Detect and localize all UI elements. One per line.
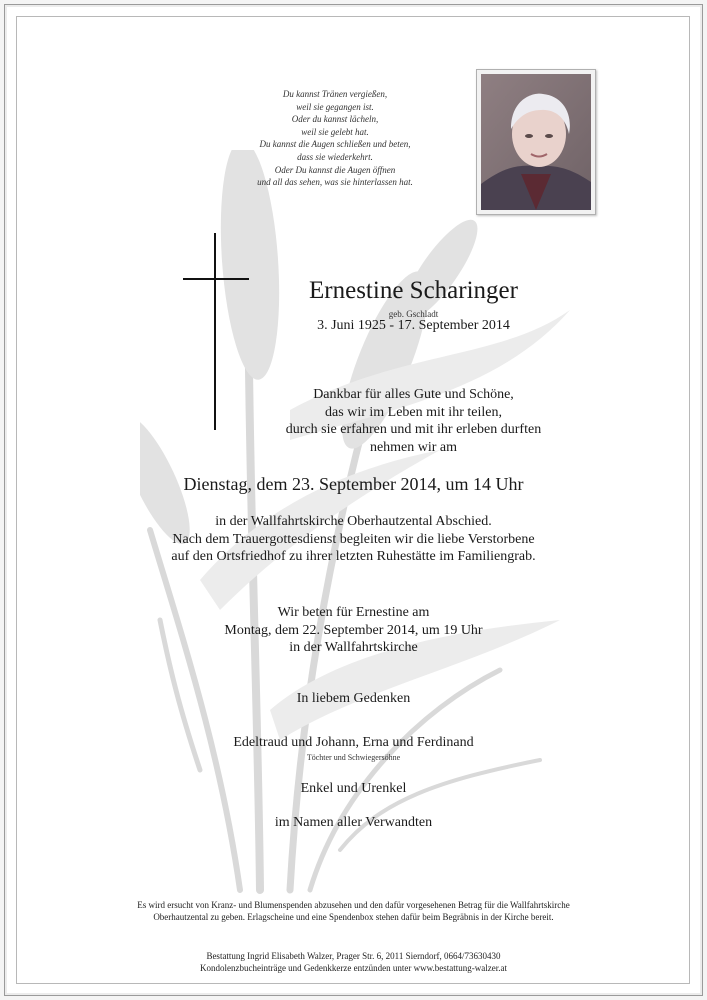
thanks-line: das wir im Leben mit ihr teilen, — [325, 404, 502, 420]
ceremony-line: in der Wallfahrtskirche Oberhautzental Abschied. — [215, 514, 492, 529]
deceased-name: Ernestine Scharinger — [309, 277, 518, 304]
thanks-text — [60, 386, 707, 456]
prayer-line: Wir beten für Ernestine am — [277, 605, 430, 620]
birth-name: geb. Gschladt — [388, 309, 439, 319]
poem-line: weil sie gegangen ist. — [296, 101, 374, 112]
poem — [230, 88, 440, 189]
undertaker-line: Bestattung Ingrid Elisabeth Walzer, Prager Str. 6, 2011 Sierndorf, 0664/73630430 — [206, 951, 501, 961]
poem-line: dass sie wiederkehrt. — [297, 151, 373, 162]
undertaker-line: Kondolenzbucheinträge und Gedenkkerze entzünden unter www.bestattung-walzer.at — [199, 962, 508, 973]
funeral-date: Dienstag, dem 23. September 2014, um 14 Uhr — [183, 474, 524, 494]
portrait-photo — [481, 74, 591, 210]
donation-line: Es wird ersucht von Kranz- und Blumenspenden abzusehen und den dafür vorgesehenen Betrag für die Wallfahrtskirche — [137, 900, 570, 910]
poem-line: Oder du kannst lächeln, — [291, 114, 379, 125]
ceremony-line: auf den Ortsfriedhof zu ihrer letzten Ruhestätte im Familiengrab. — [171, 549, 536, 564]
mourners-children: Edeltraud und Johann, Erna und Ferdinand — [233, 735, 474, 750]
poem-line: Oder Du kannst die Augen öffnen — [274, 164, 396, 175]
mourners-grandchildren: Enkel und Urenkel — [300, 781, 407, 796]
ceremony-line: Nach dem Trauergottesdienst begleiten wir die liebe Verstorbene — [172, 531, 535, 547]
poem-line: weil sie gelebt hat. — [301, 126, 369, 137]
undertaker-info — [0, 951, 707, 975]
poem-line: und all das sehen, was sie hinterlassen hat. — [257, 177, 413, 188]
thanks-line: durch sie erfahren und mit ihr erleben durften — [285, 422, 542, 437]
prayer-line: in der Wallfahrtskirche — [289, 640, 418, 655]
portrait-photo-frame — [476, 69, 596, 215]
prayer-text — [0, 604, 707, 657]
life-dates: 3. Juni 1925 - 17. September 2014 — [317, 318, 510, 333]
mourners-relatives: im Namen aller Verwandten — [274, 815, 433, 830]
memory-heading: In liebem Gedenken — [296, 691, 411, 706]
thanks-line: Dankbar für alles Gute und Schöne, — [313, 387, 514, 402]
prayer-line: Montag, dem 22. September 2014, um 19 Uhr — [224, 622, 483, 638]
donation-note — [0, 900, 707, 924]
donation-line: Oberhautzental zu geben. Erlagscheine und eine Spendenbox stehen dafür beim Begräbnis in der Kirche bereit. — [153, 911, 554, 922]
mourners-children-note: Töchter und Schwiegersöhne — [306, 753, 401, 762]
ceremony-text — [0, 513, 707, 566]
poem-line: Du kannst Tränen vergießen, — [282, 89, 388, 99]
thanks-line: nehmen wir am — [369, 439, 458, 455]
poem-line: Du kannst die Augen schließen und beten, — [259, 139, 411, 150]
